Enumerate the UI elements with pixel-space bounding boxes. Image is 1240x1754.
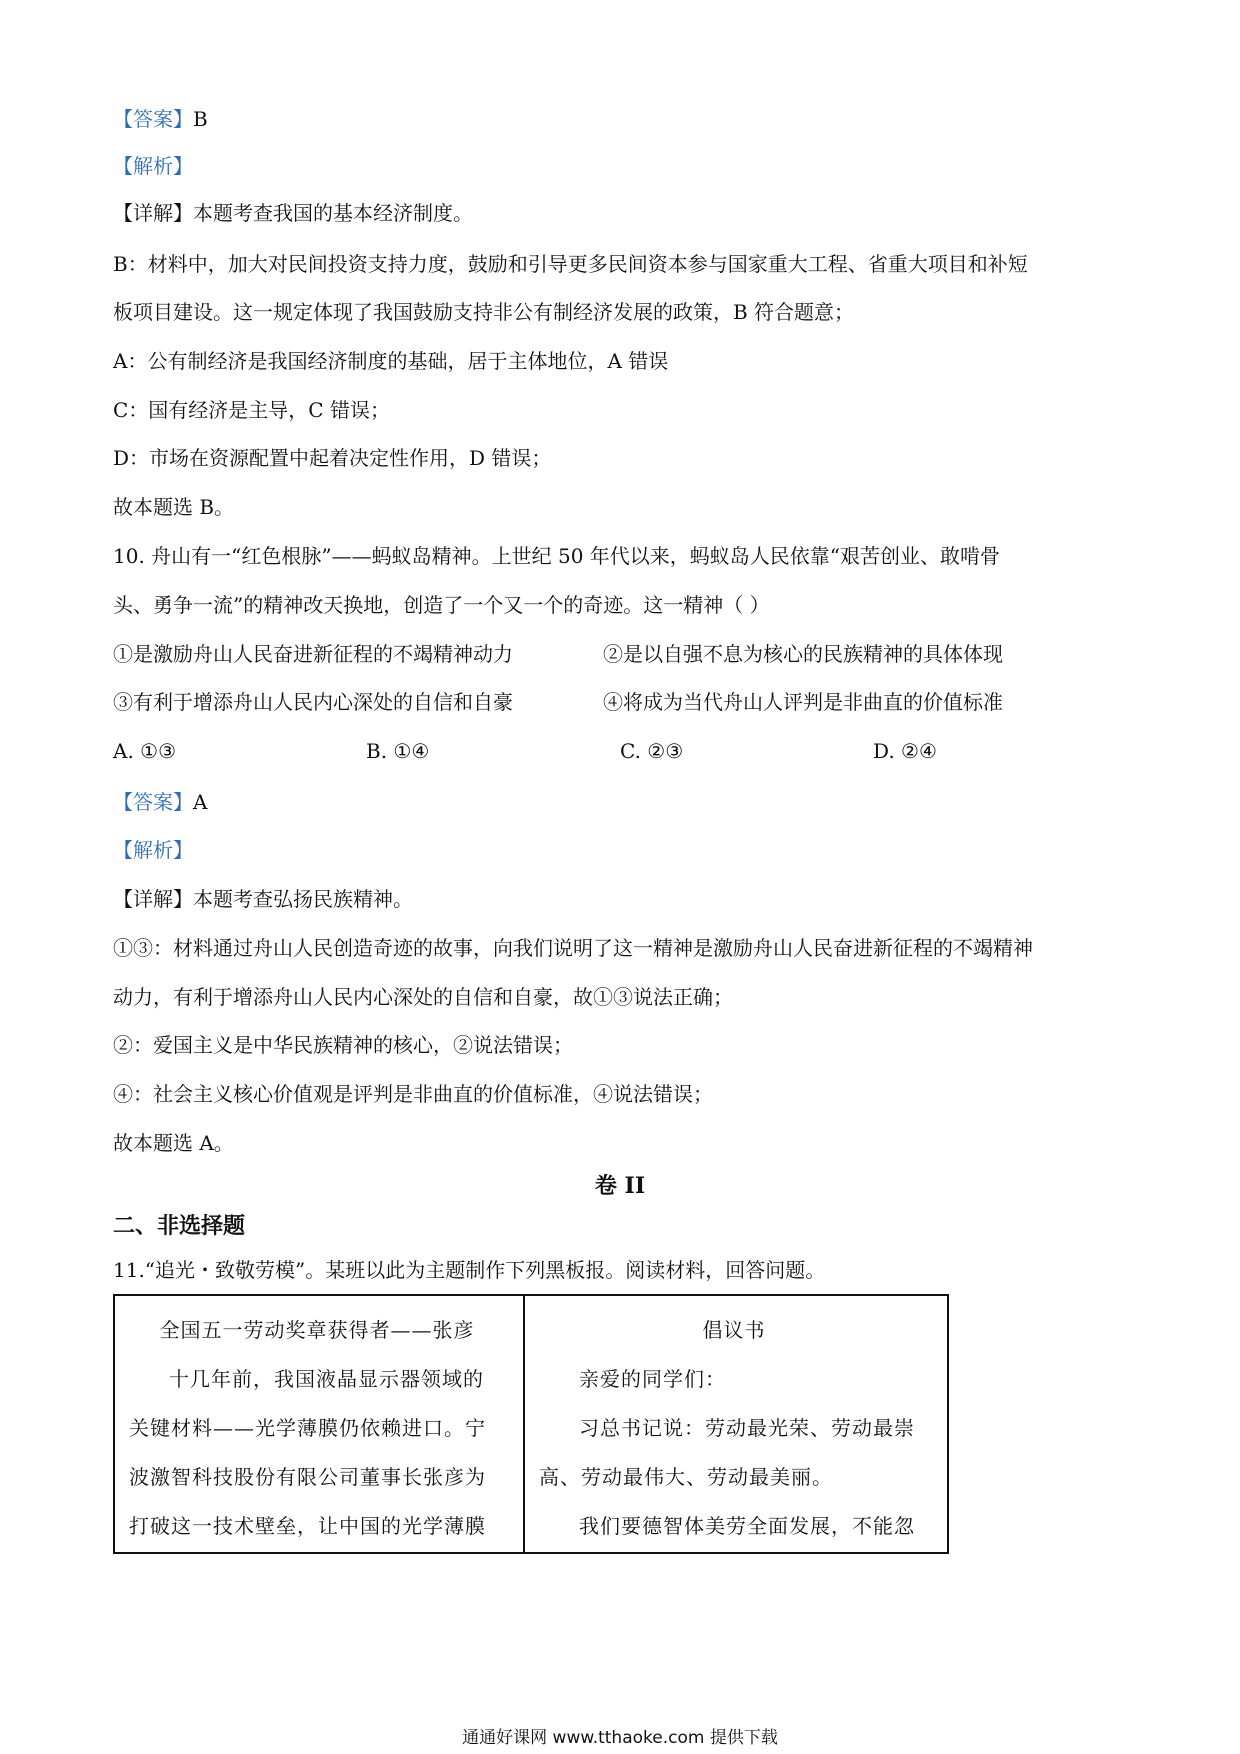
answer-tag: 【答案】	[113, 107, 193, 131]
board-right-column	[525, 1296, 947, 1552]
page-footer: 通通好课网 www.tthaoke.com 提供下载	[462, 1728, 778, 1748]
analysis-text-line: ①③：材料通过舟山人民创造奇迹的故事，向我们说明了这一精神是激励舟山人民奋进新征程的不竭精神	[113, 936, 1033, 960]
answer-line-q9	[113, 104, 208, 134]
analysis-tag: 【解析】	[113, 154, 193, 178]
question-11-stem: 11.“追光・致敬劳模”。某班以此为主题制作下列黑板报。阅读材料，回答问题。	[113, 1258, 826, 1282]
analysis-text-line: ④：社会主义核心价值观是评判是非曲直的价值标准，④说法错误；	[113, 1082, 713, 1106]
option-d: D. ②④	[873, 739, 937, 763]
board-left-line: 关键材料——光学薄膜仍依赖进口。宁	[129, 1416, 486, 1440]
conclusion-line: 故本题选 A。	[113, 1131, 234, 1155]
board-left-column	[115, 1296, 525, 1552]
conclusion-line: 故本题选 B。	[113, 495, 235, 519]
analysis-text-line: D：市场在资源配置中起着决定性作用，D 错误；	[113, 446, 552, 470]
section-title: 二、非选择题	[113, 1214, 246, 1239]
analysis-text-line: 板项目建设。这一规定体现了我国鼓励支持非公有制经济发展的政策，B 符合题意；	[113, 300, 855, 324]
detail-text: 本题考查我国的基本经济制度。	[193, 201, 473, 225]
analysis-text-line: ②：爱国主义是中华民族精神的核心，②说法错误；	[113, 1033, 573, 1057]
board-left-title: 全国五一劳动奖章获得者——张彦	[159, 1318, 475, 1342]
statement-2: ②是以自强不息为核心的民族精神的具体体现	[603, 642, 1003, 666]
option-c: C. ②③	[620, 739, 684, 763]
board-left-line: 打破这一技术壁垒，让中国的光学薄膜	[129, 1514, 486, 1538]
answer-value: A	[193, 790, 208, 814]
statement-3: ③有利于增添舟山人民内心深处的自信和自豪	[113, 690, 513, 714]
question-10-stem: 头、勇争一流”的精神改天换地，创造了一个又一个的奇迹。这一精神（ ）	[113, 593, 770, 617]
question-10-stem: 10. 舟山有一“红色根脉”——蚂蚁岛精神。上世纪 50 年代以来，蚂蚁岛人民依靠“艰苦创业、敢啃骨	[113, 544, 1001, 568]
option-a: A. ①③	[113, 739, 177, 763]
detail-text: 本题考查弘扬民族精神。	[193, 887, 413, 911]
board-right-line: 我们要德智体美劳全面发展，不能忽	[579, 1514, 915, 1538]
statement-1: ①是激励舟山人民奋进新征程的不竭精神动力	[113, 642, 513, 666]
analysis-text-line: A：公有制经济是我国经济制度的基础，居于主体地位，A 错误	[113, 349, 669, 373]
detail-line-q9	[113, 198, 473, 228]
board-right-line: 亲爱的同学们：	[579, 1367, 726, 1391]
detail-line-q10	[113, 884, 413, 914]
statement-4: ④将成为当代舟山人评判是非曲直的价值标准	[603, 690, 1003, 714]
detail-tag: 【详解】	[113, 201, 193, 225]
volume-title: 卷 II	[594, 1173, 646, 1199]
board-left-line: 十几年前，我国液晶显示器领域的	[169, 1367, 484, 1391]
board-right-line: 习总书记说：劳动最光荣、劳动最崇	[579, 1416, 915, 1440]
analysis-text-line: 动力，有利于增添舟山人民内心深处的自信和自豪，故①③说法正确；	[113, 985, 733, 1009]
analysis-text-line: B：材料中，加大对民间投资支持力度，鼓励和引导更多民间资本参与国家重大工程、省重大项目和补短	[113, 252, 1028, 276]
detail-tag: 【详解】	[113, 887, 193, 911]
board-left-line: 波激智科技股份有限公司董事长张彦为	[129, 1465, 486, 1489]
analysis-text-line: C：国有经济是主导，C 错误；	[113, 398, 390, 422]
board-right-line: 高、劳动最伟大、劳动最美丽。	[539, 1465, 833, 1489]
board-right-title: 倡议书	[702, 1318, 766, 1342]
answer-line-q10	[113, 787, 207, 817]
blackboard-table	[113, 1294, 949, 1554]
option-b: B. ①④	[366, 739, 430, 763]
answer-tag: 【答案】	[113, 790, 193, 814]
answer-value: B	[193, 107, 208, 131]
analysis-tag: 【解析】	[113, 838, 193, 862]
